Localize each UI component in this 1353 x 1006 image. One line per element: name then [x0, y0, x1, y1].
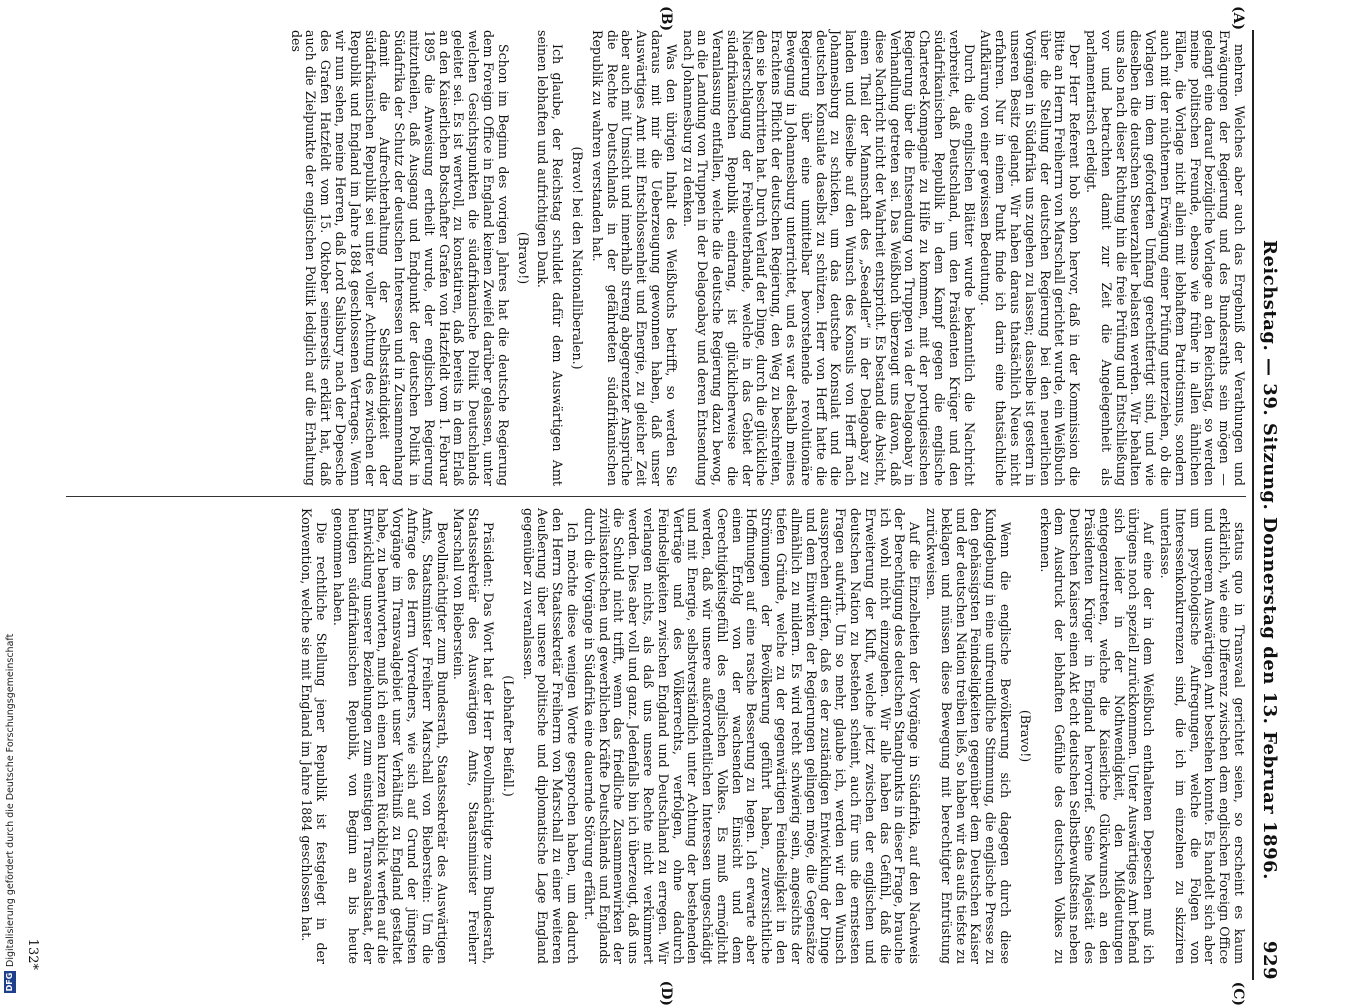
applause-note: (Bravo! bei den Nationalliberalen.) [569, 146, 585, 370]
dfg-logo: DFG [5, 972, 14, 992]
paragraph: Ich möchte diese wenigen Worte gesprochen haben, um dadurch den Herrn Staatssekretär Freiherrn von Marschall zu einer weiteren Aeußerung über unsere politische und diplomatische Lage England gegenüber zu veranlassen. [520, 508, 580, 964]
paragraph: Schon im Beginn des vorigen Jahres hat die deutsche Regierung dem Foreign Office in England keinen Zweifel darüber gelassen, unter welchen Gesichtspunkten die südafrikanische Politik Deutschlands geleitet sei. Es ist wertvoll, zu konstatiren, daß bereits in dem Erlaß an den Kaiserlichen Botschafter Grafen von Hatzfeldt vom 1. Februar 1895 die Anweisung ertheilt wurde, der englischen Regierung mitzutheilen, daß Ausgang und Endpunkt der deutschen Politik in Südafrika der Schutz der deutschen Interessen und in Zusammenhang damit die Aufrechterhaltung der Selbstständigkeit der südafrikanischen Republik sei unter voller Achtung des zwischen der Republik und England im Jahre 1884 geschlossenen Vertrages. Wenn wir nun sehen, meine Herren, daß Lord Salisbury nach der Depesche des Grafen Hatzfeldt vom 15. Oktober seinerseits erklärt hat, daß auch die Zielpunkte der englischen Politik lediglich auf die Erhaltung des [288, 30, 511, 486]
margin-mark-a: (A) [1230, 6, 1246, 31]
paragraph: Der Herr Referent hob schon hervor, daß in der Kommission die Bitte an Herrn Freiherrn von Marschall gerichtet wurde, ein Weißbuch über die Stellung der deutschen Regierung bei den neuerlichen Vorgängen in Südafrika uns zugehen zu lassen; dasselbe ist gestern in unseren Besitz gelangt. Wir haben daraus thatsächlich Neues nicht erfahren. Nur in einem Punkt finde ich darin eine thatsächliche Aufklärung von einer gewissen Bedeutung. [978, 30, 1083, 486]
margin-mark-b: (B) [658, 6, 674, 32]
paragraph: Auf die Einzelheiten der Vorgänge in Südafrika, auf den Nachweis der Berechtigung des deutschen Standpunkts in dieser Frage, brauche ich wohl nicht einzugehen. Wir alle haben das Gefühl, daß die Erweiterung der Kluft, welche jetzt zwischen der englischen und deutschen Nation zu bestehen scheint, auch für uns die ernstesten Fragen aufwirft. Um so mehr, glaube ich, werden wir den Wunsch aussprechen dürfen, daß es der zuständigen Entwicklung der Dinge und dem Einwirken der Regierungen gelingen möge, die Gegensätze allmählich zu mildern. Es wird recht schwierig sein, angesichts der tiefen Gründe, welche zu der gegenwärtigen Feindseligkeit in den Strömungen der Bevölkerung geführt haben, zuversichtliche Hoffnungen auf eine rasche Besserung zu hegen. Ich erwarte aber einen Erfolg von der wachsenden Einsicht und dem Gerechtigkeitsgefühl des englischen Volkes. Es muß ermöglicht werden, daß wir unsere außerordentlichen Interessen ungeschädigt und mit Energie, selbstverständlich unter Achtung der bestehenden Verträge und des Völkerrechts, verfolgen, ohne dadurch Feindseligkeiten zwischen England und Deutschland zu erregen. Wir verlangen nichts, als daß uns unsere Rechte nicht verkümmert werden. Dies aber voll und ganz. Jedenfalls bin ich überzeugt, daß uns die Schuld nicht trifft, wenn das friedliche Zusammenwirken der zivilisatorischen und gewerblichen Kräfte Deutschlands und Englands durch die Vorgänge in Südafrika eine dauernde Störung erfährt. [581, 508, 923, 964]
paragraph: Auf eine der in dem Weißbuch enthaltenen Depeschen muß ich übrigens noch speziell zurückkommen. Unter Auswärtiges Amt befand sich leider in der Nothwendigkeit, den Mißdeutungen entgegenzutreten, welche die Kaiserliche Glückwunsch an den Präsidenten Krüger in England hervorrief. Seine Majestät des Deutschen Kaisers einen Akt echt deutschen Selbstbewußtseins neben dem Ausdruck der lebhaften Gefühle des deutschen Volkes zu erkennen. [1037, 508, 1157, 964]
paragraph: mehren. Welches aber auch das Ergebniß der Verathungen und Erwägungen der Regierung und des Bundesraths sein mögen — gelangt eine darauf bezügliche Vorlage an den Reichstag, so werden meine politischen Freunde, ebenso wie früher in allen ähnlichen Fällen, die Vorlage nicht allein mit lebhaftem Patriotismus, sondern auch mit der nüchternen Erwägung einer Prüfung unterziehen, ob die Vorlagen im dem geforderten Umfang gerechtfertigt sind, und wie dieselben die deutschen Steuerzahler belasten werden. Wir behalten uns also nach dieser Richtung hin die freie Prüfung und Entschließung vor und betrachten damit zur Zeit die Angelegenheit als parlamentarisch erledigt. [1084, 30, 1247, 486]
margin-mark-d: (D) [658, 980, 674, 1006]
right-column [297, 508, 1246, 964]
applause-note: (Bravo!) [1017, 709, 1033, 763]
paragraph: Durch die englischen Blätter wurde bekanntlich die Nachricht verbreitet, daß Deutschland, um den Präsidenten Krüger und den südafrikanischen Republik in dem Kampf gegen die englische Chartered-Kompagnie zu Hilfe zu kommen, mit der portugiesischen Regierung über die Entsendung von Truppen via der Delagoabay in Verhandlung getreten sei. Das Weißbuch überzeugt uns davon, daß diese Nachricht nicht der Wahrheit entspricht. Es bestand die Absicht, einen Theil der Mannschaft des „Seeadler“ in der Delagoabay zu landen und dieselbe auf den Wunsch des Konsuls von Herff nach Johannesburg zu schicken, um das deutsche Konsulat und die deutschen Konsulate daselbst zu schützen. Herr von Herff hatte die Regierung über eine unmittelbar bevorstehende revolutionäre Bewegung in Johannesburg unterrichtet, und es war deshalb meines Erachtens Pflicht der deutschen Regierung, den Weg zu beschreiten, den sie beschritten hat. Durch Verlauf der Dinge, durch die glückliche Niederschlagung der Freibeuterbande, welche in das Gebiet der südafrikanischen Republik eindrang, ist glücklicherweise die Veranlassung entfallen, welche die deutsche Regierung dazu bewog, an die Landung von Truppen in der Delagoabay und deren Entsendung nach Johannesburg zu denken. [680, 30, 977, 486]
margin-mark-c: (C) [1230, 981, 1246, 1006]
paragraph: Bevollmächtigter zum Bundesrath, Staatssekretär des Auswärtigen Amts, Staatsminister Freiherr Marschall von Bieberstein: Um die Anfrage des Herrn Vorredners, wie sich auf Grund der jüngsten Vorgänge im Transvaalgebiet unser Verhältniß zu England gestaltet habe, zu beantworten, muß ich einen kurzen Rückblick werfen auf die Entwicklung unserer Beziehungen zum einstigen Transvaalstaat, der heutigen südafrikanischen Republik, von Beginn an bis heute genommen haben. [330, 508, 450, 964]
page-number: 929 [1259, 940, 1280, 980]
left-column [286, 30, 1246, 486]
paragraph: Die rechtliche Stellung jener Republik ist festgelegt in der Konvention, welche sie mit England im Jahre 1884 geschlossen hat. [299, 508, 330, 964]
paragraph: Präsident: Das Wort hat der Herr Bevollmächtigte zum Bundesrath, Staatssekretär des Auswärtigen Amts, Staatsminister Freiherr Marschall von Bieberstein. [451, 508, 496, 964]
header-title: Reichstag. — 39. Sitzung. Donnerstag den 13. Februar 1896. [1259, 240, 1280, 880]
column-divider [66, 496, 1246, 497]
applause-note: (Lebhafter Beifall.) [500, 675, 516, 797]
paragraph: Wenn die englische Bevölkerung sich dagegen durch diese Kundgebung in eine unfreundliche Stimmung, die englische Presse zu den gehässigsten Feindseligkeiten gegenüber dem Deutschen Kaiser und der deutschen Nation treiben ließ, so haben wir das aufs tiefste zu beklagen und müssen diese Bewegung mit berechtigter Entrüstung zurückweisen. [924, 508, 1014, 964]
paragraph: Was den übrigen Inhalt des Weißbuchs betrifft, so werden Sie daraus mit mir die Ueberzeugung gewonnen haben, daß unser Auswärtiges Amt mit Entschlossenheit und Energie, zu gleicher Zeit aber auch mit Umsicht und innerhalb streng abgegrenzter Ansprüche die Rechte Deutschlands in der gefährdeten südafrikanischen Republik zu wahren verstanden hat. [589, 30, 679, 486]
paragraph: status quo in Transvaal gerichtet seien, so erscheint es kaum erklärlich, wie eine Differenz zwischen dem englischen Foreign Office und unserem Auswärtigen Amt bestehen konnte. Es handelt sich aber um psychologische Aufregungen, welche die Folgen von Interessenkonkurrenzen sind, die ich im einzelnen zu skizziren unterlasse. [1158, 508, 1247, 964]
signature-mark: 132* [25, 938, 40, 970]
credit-text: Digitalisierung gefördert durch die Deutsche Forschungsgemeinschaft [4, 633, 16, 967]
applause-note: (Bravo!) [515, 231, 531, 285]
page-header [1252, 30, 1280, 980]
digitization-credit [0, 0, 22, 1000]
newspaper-page [25, 6, 1310, 1006]
paragraph: Ich glaube, der Reichstag schuldet dafür dem Auswärtigen Amt seinen lebhaften und aufrichtigen Dank. [535, 30, 566, 486]
